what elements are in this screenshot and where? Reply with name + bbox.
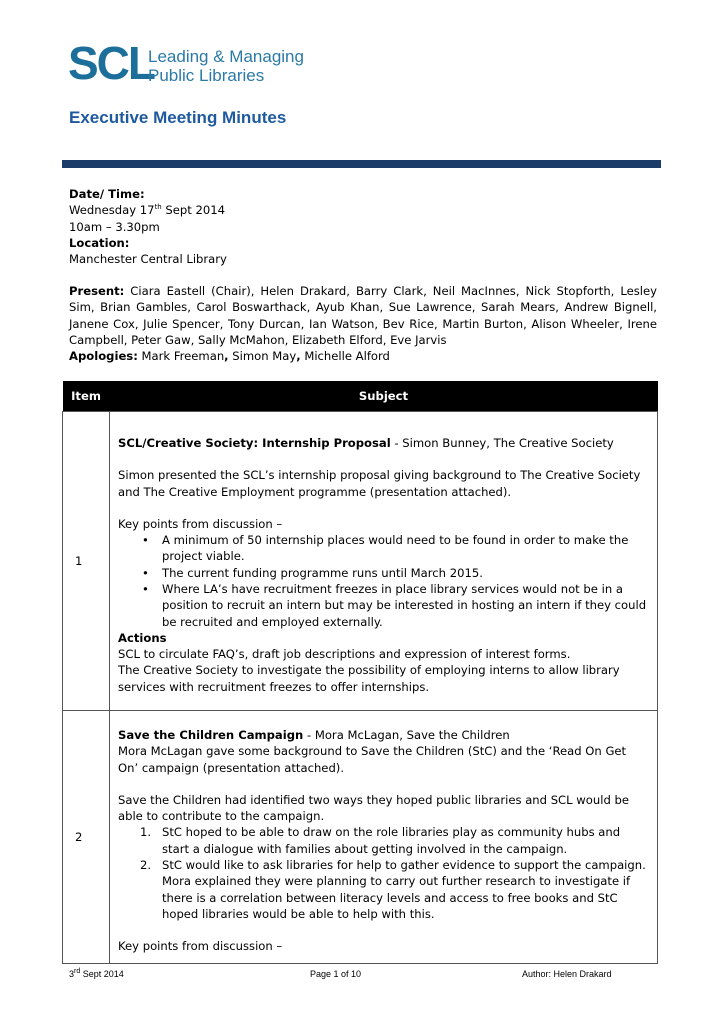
- item-subject: [110, 711, 658, 964]
- item-paragraph: Mora McLagan gave some background to Save the Children (StC) and the ‘Read On Get On’ campaign (presentation attached).: [118, 744, 627, 775]
- apologies-label: Apologies:: [69, 349, 138, 363]
- key-points-label: Key points from discussion –: [118, 939, 283, 954]
- meeting-location: Manchester Central Library: [69, 252, 227, 267]
- minutes-table: [62, 381, 658, 964]
- logo-line-2: Public Libraries: [148, 66, 265, 85]
- apologies: Apologies: Mark Freeman, Simon May, Michelle Alford: [69, 349, 390, 363]
- logo-mark: SCL: [68, 37, 154, 89]
- item-heading: Save the Children Campaign - Mora McLagan, Save the Children: [118, 728, 510, 742]
- location-label: Location:: [69, 235, 130, 250]
- key-points-list: [118, 532, 649, 630]
- column-header-item: Item: [63, 381, 110, 412]
- key-points-label: Key points from discussion –: [118, 516, 283, 531]
- list-item: 2. StC would like to ask libraries for help to gather evidence to support the campaign. Mora explained they were planning to carry out further research to investigate if there is a correlation between literacy levels and access to free books and StC hoped libraries would be able to help with this.: [140, 858, 646, 921]
- item-paragraph: Simon presented the SCL’s internship proposal giving background to The Creative Society and The Creative Employment programme (presentation attached).: [118, 468, 641, 499]
- item-number: 1: [63, 412, 110, 711]
- page-title: Executive Meeting Minutes: [69, 108, 287, 127]
- action-item: SCL to circulate FAQ’s, draft job descriptions and expression of interest forms.: [118, 647, 571, 662]
- actions-label: Actions: [118, 630, 167, 645]
- numbered-list: [118, 824, 649, 922]
- footer-date: 3rd Sept 2014: [69, 968, 124, 979]
- table-row: [63, 711, 658, 964]
- present-label: Present:: [69, 284, 125, 298]
- footer-page-number: Page 1 of 10: [310, 969, 362, 979]
- footer-author: Author: Helen Drakard: [522, 969, 612, 979]
- action-item: The Creative Society to investigate the possibility of employing interns to allow library services with recruitment freezes to offer internships.: [118, 663, 620, 694]
- item-heading: SCL/Creative Society: Internship Proposal - Simon Bunney, The Creative Society: [118, 435, 614, 450]
- list-item: 1. StC hoped to be able to draw on the role libraries play as community hubs and start a dialogue with families about getting involved in the campaign.: [140, 825, 621, 856]
- meeting-details: [69, 186, 659, 267]
- list-item: • The current funding programme runs until March 2015.: [162, 565, 649, 581]
- header-divider: [62, 160, 661, 168]
- present-list: Ciara Eastell (Chair), Helen Drakard, Barry Clark, Neil MacInnes, Nick Stopforth, Lesley Sim, Brian Gambles, Carol Boswarthack, Ayub Khan, Sue Lawrence, Sarah Mears, Andrew Bignell, Janene Cox, Julie Spencer, Tony Durcan, Ian Watson, Bev Rice, Martin Burton, Alison Wheeler, Irene Campbell, Peter Gaw, Sally McMahon, Elizabeth Elford, Eve Jarvis: [69, 284, 657, 347]
- attendees: [69, 283, 657, 348]
- column-header-subject: Subject: [110, 381, 658, 412]
- logo-tagline: [148, 47, 304, 85]
- item-number: 2: [63, 711, 110, 964]
- logo-line-1: Leading & Managing: [148, 47, 304, 66]
- item-paragraph: Save the Children had identified two ways they hoped public libraries and SCL would be able to contribute to the campaign.: [118, 792, 629, 824]
- scl-logo: [68, 37, 308, 92]
- table-header-row: [63, 381, 658, 412]
- meeting-date: Wednesday 17th Sept 2014: [69, 203, 226, 218]
- table-row: [63, 412, 658, 711]
- datetime-label: Date/ Time:: [69, 187, 145, 201]
- list-item: • A minimum of 50 internship places would need to be found in order to make the project viable.: [162, 532, 649, 565]
- list-item: • Where LA’s have recruitment freezes in place library services would not be in a position to recruit an intern but may be interested in hosting an intern if they could be recruited and employed externally.: [162, 581, 649, 630]
- meeting-time: 10am – 3.30pm: [69, 219, 160, 234]
- item-subject: [110, 412, 658, 711]
